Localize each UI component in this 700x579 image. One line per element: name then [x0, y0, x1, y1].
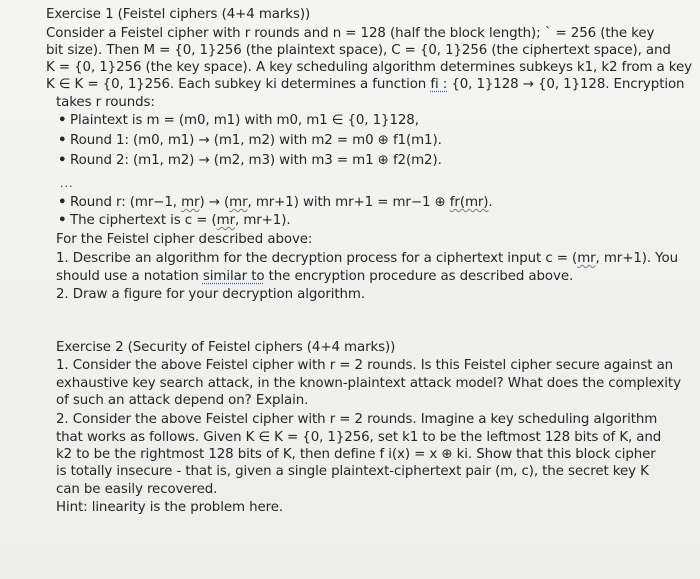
- cipher-text-c: , mr+1).: [235, 213, 291, 228]
- bullet-round-1: [58, 132, 442, 149]
- ex2-q2-line-3: k2 to be the rightmost 128 bits of K, then define f i(x) = x ⊕ ki. Show that this block cipher: [56, 447, 656, 462]
- question-2: 2. Draw a figure for your decryption algorithm.: [56, 287, 366, 302]
- ex2-q2-line-1: 2. Consider the above Feistel cipher with r = 2 rounds. Imagine a key scheduling algorithm: [56, 412, 658, 427]
- q1-text-a: 1. Describe an algorithm for the decryption process for a ciphertext input c = (: [56, 251, 578, 266]
- bullet-ciphertext: [58, 212, 290, 229]
- q1-line2-c: the encryption procedure as described above.: [264, 269, 574, 284]
- bullet-round-r: [58, 194, 493, 211]
- bullet-text: Plaintext is m = (m0, m1) with m0, m1 ∈ {0, 1}128,: [70, 113, 419, 128]
- ex2-q2-line-5: can be easily recovered.: [56, 482, 218, 497]
- intro-line-4-a: K ∈ K = {0, 1}256. Each subkey ki determines a function: [46, 77, 431, 92]
- intro-line-4-b: {0, 1}128 → {0, 1}128. Encryption: [447, 77, 685, 92]
- intro-line-2: bit size). Then M = {0, 1}256 (the plaintext space), C = {0, 1}256 (the ciphertext space), and: [46, 43, 671, 58]
- q1-similar-to: similar to: [202, 269, 265, 284]
- fi-function: fi :: [430, 77, 448, 92]
- prompt: For the Feistel cipher described above:: [56, 232, 313, 247]
- round-r-mr-2: mr: [229, 195, 248, 210]
- round-r-fr: fr(mr): [449, 195, 489, 210]
- round-r-text-g: .: [488, 195, 493, 210]
- bullet-dot: •: [58, 133, 67, 148]
- ex2-hint: Hint: linearity is the problem here.: [56, 500, 284, 515]
- ex2-q1-line-2: exhaustive key search attack, in the known-plaintext attack model? What does the complexity: [56, 376, 681, 391]
- intro-line-5: takes r rounds:: [56, 95, 155, 110]
- bullet-text: Round 2: (m1, m2) → (m2, m3) with m3 = m1 ⊕ f2(m2).: [70, 153, 442, 168]
- ellipsis: ...: [60, 177, 74, 190]
- ex2-q2-line-2: that works as follows. Given K ∈ K = {0, 1}256, set k1 to be the leftmost 128 bits of K, and: [56, 430, 662, 445]
- question-1-line-2: [56, 268, 573, 285]
- cipher-text-a: The ciphertext is c = (: [70, 213, 217, 228]
- bullet-dot: •: [58, 113, 67, 128]
- round-r-text-c: ) → (: [199, 195, 230, 210]
- intro-line-4: [46, 76, 684, 93]
- exercise-2-title: Exercise 2 (Security of Feistel ciphers (4+4 marks)): [56, 340, 396, 355]
- cipher-mr: mr: [216, 213, 235, 228]
- q1-text-c: , mr+1). You: [595, 251, 678, 266]
- bullet-round-2: [58, 152, 442, 169]
- intro-line-3: K = {0, 1}256 (the key space). A key scheduling algorithm determines subkeys k1, k2 from a key: [46, 60, 692, 75]
- question-1-line-1: [56, 250, 678, 267]
- bullet-dot: •: [58, 153, 67, 168]
- q1-mr: mr: [577, 251, 596, 266]
- q1-line2-a: should use a notation: [56, 269, 203, 284]
- exercise-1-title: Exercise 1 (Feistel ciphers (4+4 marks)): [46, 7, 311, 22]
- ex2-q2-line-4: is totally insecure - that is, given a single plaintext-ciphertext pair (m, c), the secret key K: [56, 464, 649, 479]
- round-r-mr-1: mr: [181, 195, 200, 210]
- ex2-q1-line-3: of such an attack depend on? Explain.: [56, 393, 309, 408]
- ex2-q1-line-1: 1. Consider the above Feistel cipher with r = 2 rounds. Is this Feistel cipher secure against an: [56, 358, 674, 373]
- bullet-text: Round 1: (m0, m1) → (m1, m2) with m2 = m0 ⊕ f1(m1).: [70, 133, 442, 148]
- bullet-dot: •: [58, 195, 67, 210]
- intro-line-1: Consider a Feistel cipher with r rounds and n = 128 (half the block length); ` = 256 (the key: [46, 26, 655, 41]
- bullet-dot: •: [58, 213, 67, 228]
- round-r-text-a: Round r: (mr−1,: [70, 195, 182, 210]
- bullet-plaintext: [58, 112, 419, 129]
- round-r-text-e: , mr+1) with mr+1 = mr−1 ⊕: [247, 195, 450, 210]
